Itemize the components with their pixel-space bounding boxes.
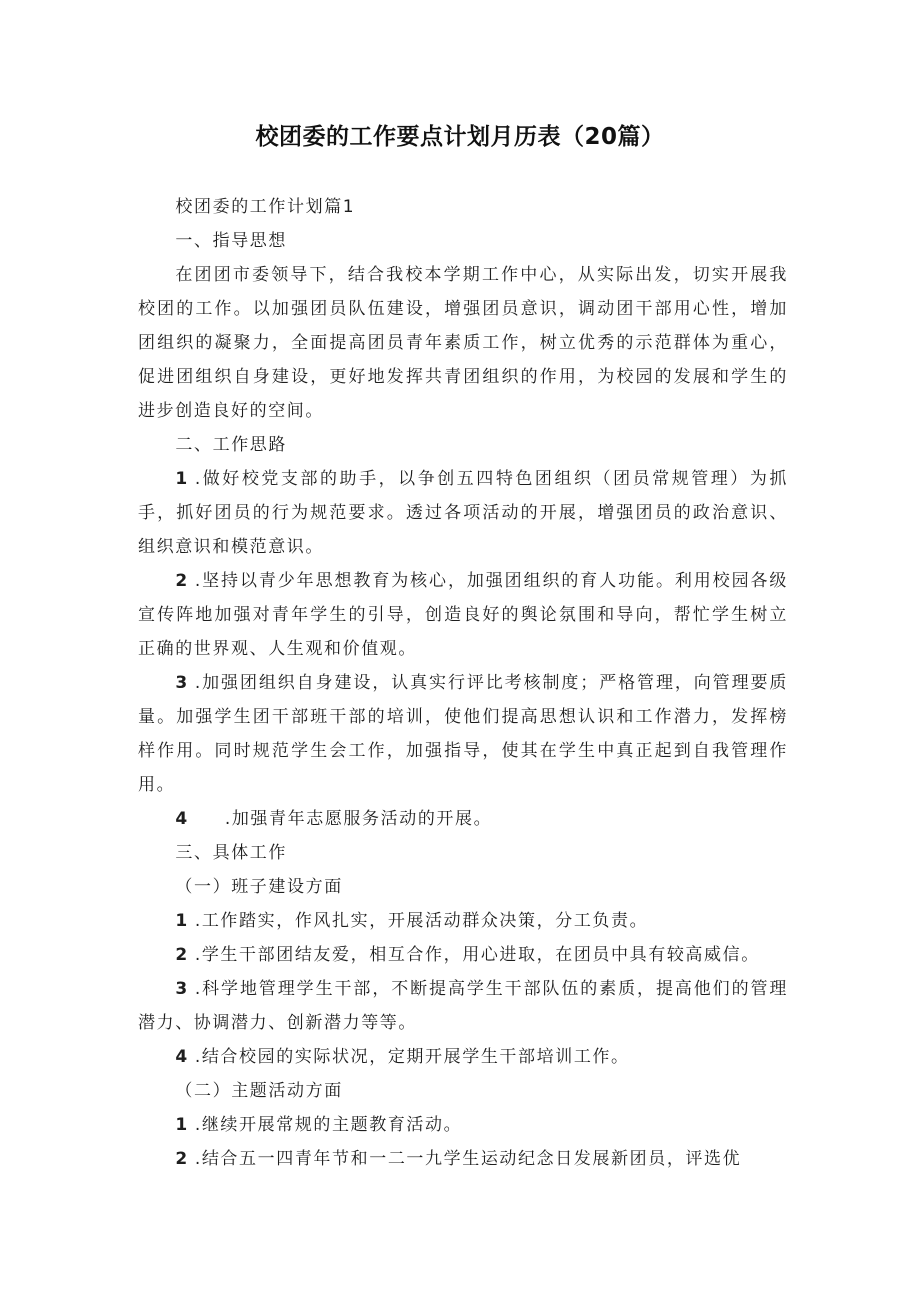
document-body bbox=[138, 190, 788, 1176]
list-number: 2 bbox=[175, 1149, 189, 1169]
paragraph-guiding: 在团团市委领导下，结合我校本学期工作中心，从实际出发，切实开展我校团的工作。以加强团员队伍建设，增强团员意识，调动团干部用心性，增加团组织的凝聚力，全面提高团员青年素质工作，树立优秀的示范群体为重心，促进团组织自身建设，更好地发挥共青团组织的作用，为校园的发展和学生的进步创造良好的空间。 bbox=[138, 265, 788, 421]
list-item bbox=[138, 1040, 788, 1074]
section-heading-plan: 校团委的工作计划篇1 bbox=[175, 197, 356, 217]
section-heading-guiding: 一、指导思想 bbox=[175, 231, 287, 251]
list-item bbox=[138, 802, 788, 836]
list-text: .加强青年志愿服务活动的开展。 bbox=[224, 809, 493, 829]
list-item bbox=[138, 462, 788, 564]
document-title: 校团委的工作要点计划月历表（20篇） bbox=[255, 124, 665, 150]
list-number: 4 bbox=[175, 809, 189, 829]
subheading-activities: （二）主题活动方面 bbox=[175, 1081, 343, 1101]
list-item bbox=[138, 666, 788, 802]
list-text: .加强团组织自身建设，认真实行评比考核制度；严格管理，向管理要质量。加强学生团干部班干部的培训，使他们提高思想认识和工作潜力，发挥榜样作用。同时规范学生会工作，加强指导，使其在学生中真正起到自我管理作用。 bbox=[138, 673, 788, 795]
list-number: 2 bbox=[175, 571, 189, 591]
subheading-team: （一）班子建设方面 bbox=[175, 877, 343, 897]
list-item bbox=[138, 972, 788, 1040]
list-text: .坚持以青少年思想教育为核心，加强团组织的育人功能。利用校园各级宣传阵地加强对青年学生的引导，创造良好的舆论氛围和导向，帮忙学生树立正确的世界观、人生观和价值观。 bbox=[138, 571, 788, 659]
list-number: 3 bbox=[175, 673, 189, 693]
list-text: .继续开展常规的主题教育活动。 bbox=[194, 1115, 463, 1135]
list-item bbox=[138, 1142, 788, 1176]
list-text: .结合五一四青年节和一二一九学生运动纪念日发展新团员，评选优 bbox=[194, 1149, 742, 1169]
list-text: .学生干部团结友爱，相互合作，用心进取，在团员中具有较高威信。 bbox=[194, 945, 760, 965]
list-item bbox=[138, 1108, 788, 1142]
list-item bbox=[138, 564, 788, 666]
list-number: 1 bbox=[175, 1115, 189, 1135]
list-number: 3 bbox=[175, 979, 189, 999]
list-number: 1 bbox=[175, 469, 189, 489]
list-text: .科学地管理学生干部，不断提高学生干部队伍的素质，提高他们的管理潜力、协调潜力、创新潜力等等。 bbox=[138, 979, 788, 1033]
section-heading-approach: 二、工作思路 bbox=[175, 435, 287, 455]
list-text: .工作踏实，作风扎实，开展活动群众决策，分工负责。 bbox=[194, 911, 649, 931]
list-item bbox=[138, 938, 788, 972]
list-number: 4 bbox=[175, 1047, 189, 1067]
list-number: 1 bbox=[175, 911, 189, 931]
list-item bbox=[138, 904, 788, 938]
section-heading-specific: 三、具体工作 bbox=[175, 843, 287, 863]
list-text: .结合校园的实际状况，定期开展学生干部培训工作。 bbox=[194, 1047, 630, 1067]
list-number: 2 bbox=[175, 945, 189, 965]
list-text: .做好校党支部的助手，以争创五四特色团组织（团员常规管理）为抓手，抓好团员的行为规范要求。透过各项活动的开展，增强团员的政治意识、组织意识和模范意识。 bbox=[138, 469, 788, 557]
